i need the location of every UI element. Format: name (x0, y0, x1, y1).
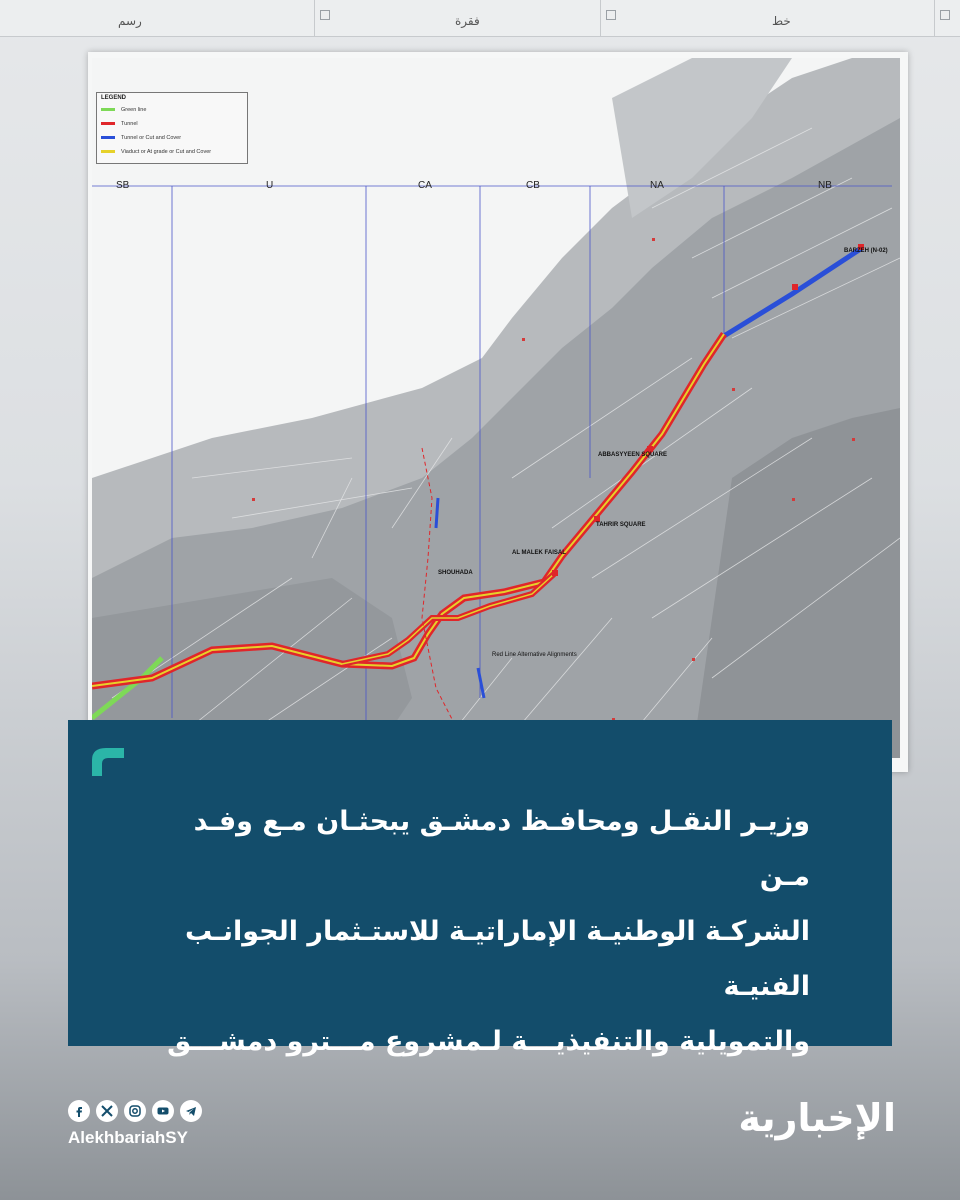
font-dialog-launcher-icon[interactable] (940, 10, 950, 20)
station-label-shouhada: SHOUHADA (438, 570, 473, 576)
zone-label-nb: NB (818, 180, 832, 191)
telegram-icon[interactable] (180, 1100, 202, 1122)
facebook-icon[interactable] (68, 1100, 90, 1122)
zone-label-sb: SB (116, 180, 130, 191)
map-note-red-line: Red Line Alternative Alignments (492, 652, 577, 658)
station-label-tahrir: TAHRIR SQUARE (596, 522, 646, 528)
legend-item-tunnel-cut-cover (101, 135, 181, 145)
drawing-dialog-launcher-icon[interactable] (320, 10, 330, 20)
legend-item-viaduct (101, 149, 211, 159)
quote-mark-icon (88, 744, 128, 778)
youtube-icon[interactable] (152, 1100, 174, 1122)
legend-swatch (101, 122, 115, 125)
legend-title: LEGEND (101, 95, 127, 101)
ribbon-separator (934, 0, 935, 36)
legend-swatch (101, 150, 115, 153)
instagram-icon[interactable] (124, 1100, 146, 1122)
headline-line-1: وزيـر النقـل ومحافـظ دمشـق يبحثـان مـع وفـد مـن (193, 806, 810, 892)
headline-line-2: الشركـة الوطنيـة الإماراتيـة للاستـثمار الجوانـب الفنيـة (185, 916, 810, 1002)
legend-item-green-line (101, 107, 146, 117)
social-handle: AlekhbariahSY (68, 1128, 188, 1147)
x-icon[interactable] (96, 1100, 118, 1122)
legend-label: Tunnel or Cut and Cover (121, 135, 182, 141)
ribbon-group-font[interactable]: خط (772, 14, 791, 28)
word-ribbon (0, 0, 960, 37)
ribbon-separator (600, 0, 601, 36)
zone-label-cb: CB (526, 180, 540, 191)
brand-logo: الإخبارية (738, 1096, 896, 1140)
social-links (68, 1100, 202, 1124)
headline (150, 794, 810, 1069)
zone-label-na: NA (650, 180, 664, 191)
ribbon-separator (314, 0, 315, 36)
headline-line-3: والتمويلية والتنفيذيـــة لـمشروع مـــترو دمشـــق (167, 1026, 810, 1057)
document-page (88, 52, 908, 772)
ribbon-group-paragraph[interactable]: فقرة (455, 14, 480, 28)
legend-swatch (101, 108, 115, 111)
legend-label: Green line (121, 107, 147, 113)
ribbon-group-drawing[interactable]: رسم (118, 14, 142, 28)
station-label-abbasiyeen: ABBASYYEEN SQUARE (598, 452, 668, 458)
zone-label-ca: CA (418, 180, 432, 191)
legend-label: Tunnel (121, 121, 138, 127)
station-label-barzeh: BARZEH (N-02) (844, 248, 888, 254)
map-legend (96, 92, 248, 164)
station-label-malek-faisal: AL MALEK FAISAL (512, 550, 566, 556)
zone-label-u: U (266, 180, 274, 191)
legend-swatch (101, 136, 115, 139)
legend-label: Viaduct or At grade or Cut and Cover (121, 149, 212, 155)
paragraph-dialog-launcher-icon[interactable] (606, 10, 616, 20)
legend-item-tunnel (101, 121, 138, 131)
